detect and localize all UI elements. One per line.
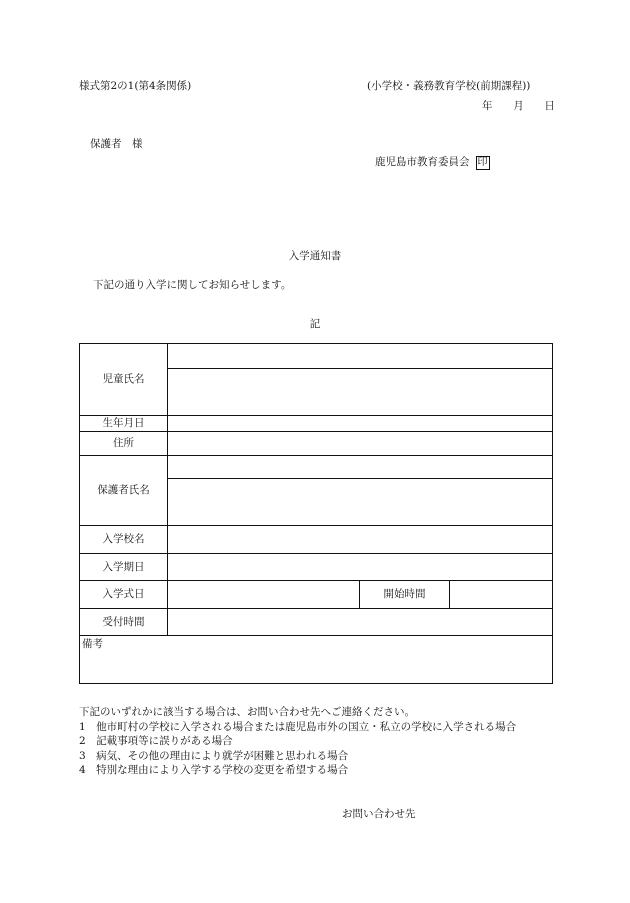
- sender-board: [375, 156, 490, 170]
- guardian-name-reading-field[interactable]: [168, 456, 553, 479]
- birth-date-label: 生年月日: [80, 416, 168, 432]
- start-time-label: 開始時間: [360, 581, 450, 609]
- reception-time-label: 受付時間: [80, 609, 168, 636]
- seal-stamp: 印: [477, 157, 488, 168]
- condition-item: 1 他市町村の学校に入学される場合または鹿児島市外の国立・私立の学校に入学される場合: [79, 720, 517, 733]
- address-label: 住所: [80, 432, 168, 456]
- condition-item: 4 特別な理由により入学する学校の変更を希望する場合: [79, 764, 349, 776]
- school-name-field[interactable]: [168, 526, 553, 554]
- intro-text: 下記の通り入学に関してお知らせします。: [93, 279, 292, 291]
- date-day: 日: [544, 100, 555, 112]
- condition-item: 2 記載事項等に誤りがある場合: [79, 735, 233, 747]
- birth-date-field[interactable]: [168, 416, 553, 432]
- contact-label: お問い合わせ先: [342, 808, 416, 820]
- start-time-field[interactable]: [450, 581, 553, 609]
- ceremony-date-field[interactable]: [168, 581, 360, 609]
- guardian-name-field[interactable]: [168, 479, 553, 526]
- form-number: 様式第2の1(第4条関係): [79, 80, 192, 92]
- enrollment-form-table: [79, 343, 553, 684]
- notes-label: 備考: [82, 638, 103, 650]
- school-type: (小学校・義務教育学校(前期課程)): [367, 80, 531, 92]
- child-name-label: 児童氏名: [80, 344, 168, 416]
- recipient-guardian: 保護者 様: [90, 138, 143, 150]
- reception-time-field[interactable]: [168, 609, 553, 636]
- date-year: 年: [482, 100, 493, 112]
- school-name-label: 入学校名: [80, 526, 168, 554]
- ki-marker: 記: [309, 318, 321, 330]
- document-title: 入学通知書: [288, 250, 342, 262]
- issue-date: [482, 100, 555, 113]
- condition-item: 3 病気、その他の理由により就学が困難と思われる場合: [79, 749, 349, 762]
- guardian-name-label: 保護者氏名: [80, 456, 168, 526]
- child-name-reading-field[interactable]: [168, 344, 553, 369]
- enrollment-date-label: 入学期日: [80, 554, 168, 581]
- ceremony-date-label: 入学式日: [80, 581, 168, 609]
- conditions-heading: 下記のいずれかに該当する場合は、お問い合わせ先へご連絡ください。: [79, 706, 415, 718]
- contact-conditions: [79, 705, 516, 778]
- board-name: 鹿児島市教育委員会: [375, 156, 470, 168]
- date-month: 月: [513, 100, 524, 112]
- child-name-field[interactable]: [168, 369, 553, 416]
- address-field[interactable]: [168, 432, 553, 456]
- notes-cell[interactable]: [80, 636, 553, 684]
- enrollment-date-field[interactable]: [168, 554, 553, 581]
